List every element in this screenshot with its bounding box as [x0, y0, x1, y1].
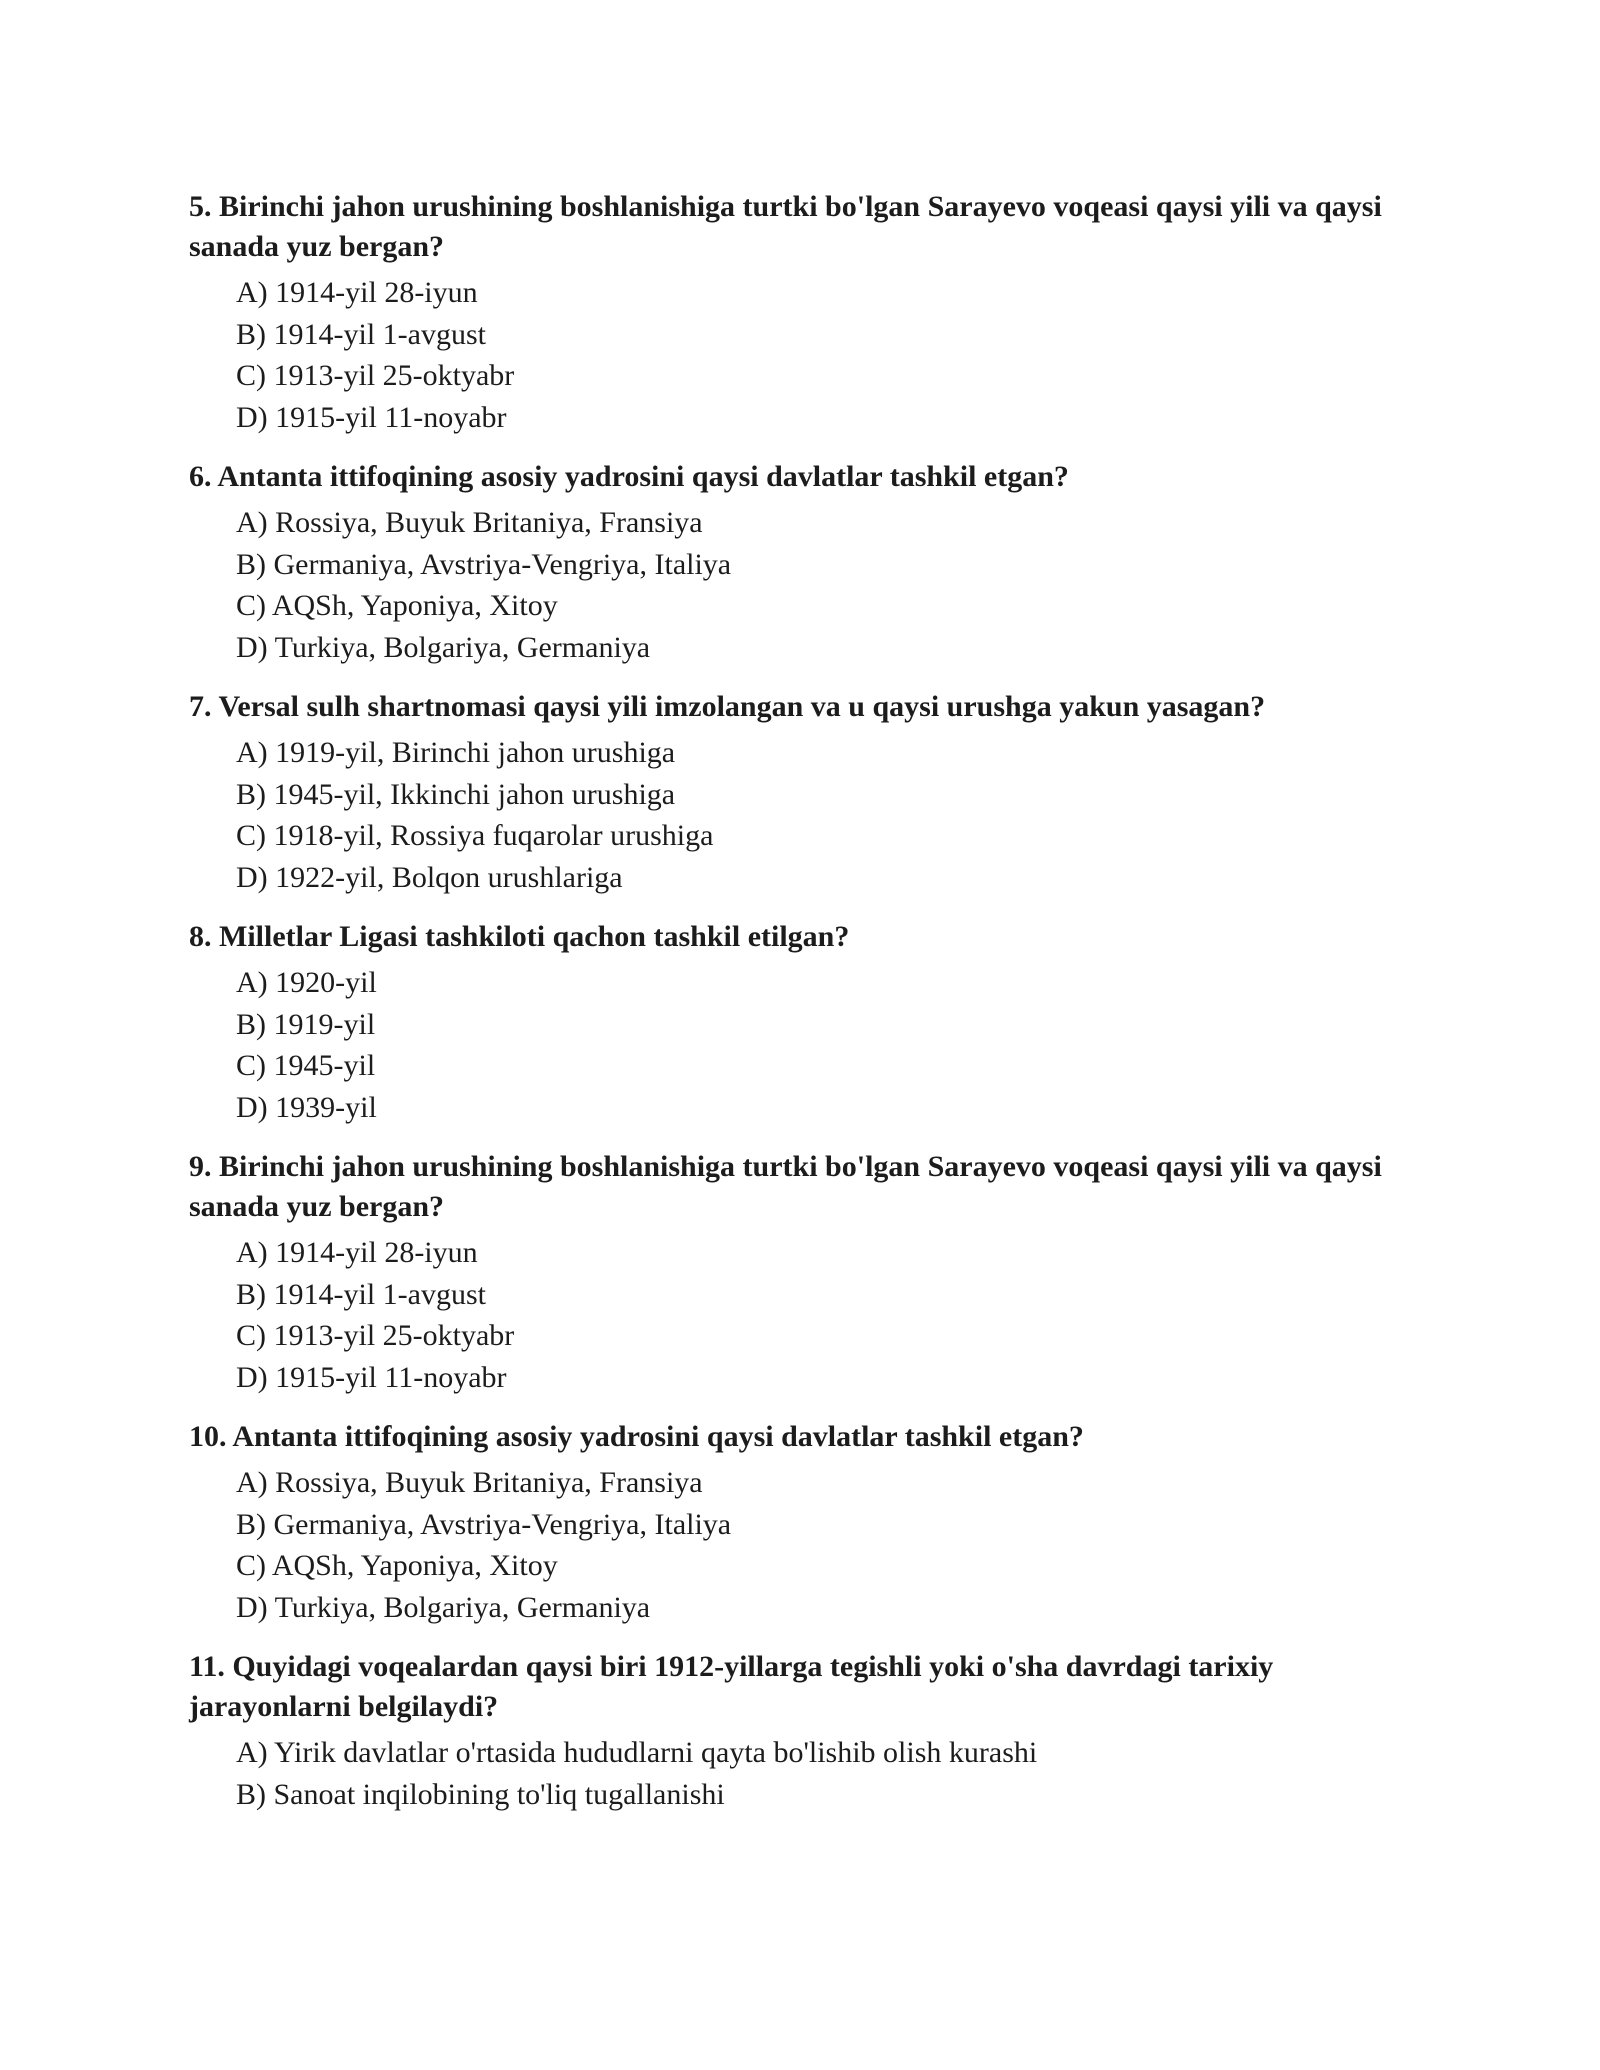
question-11 — [189, 1647, 1419, 1815]
question-text: 7. Versal sulh shartnomasi qaysi yili imzolangan va u qaysi urushga yakun yasagan? — [189, 690, 1266, 723]
option-c: C) 1918-yil, Rossiya fuqarolar urushiga — [236, 819, 714, 852]
option-d: D) Turkiya, Bolgariya, Germaniya — [236, 630, 651, 664]
options-list — [189, 272, 1419, 438]
options-list — [189, 962, 1419, 1128]
question-10 — [189, 1417, 1419, 1628]
option-a: A) Rossiya, Buyuk Britaniya, Fransiya — [236, 506, 703, 539]
question-6 — [189, 457, 1419, 668]
options-list — [189, 1232, 1419, 1398]
document-page — [189, 187, 1419, 1834]
question-text: 5. Birinchi jahon urushining boshlanishiga turtki bo'lgan Sarayevo voqeasi qaysi yili va qaysi sanada yuz bergan? — [189, 190, 1382, 263]
option-d: D) 1915-yil 11-noyabr — [236, 400, 507, 434]
option-b: B) 1914-yil 1-avgust — [236, 1277, 486, 1311]
option-d: D) Turkiya, Bolgariya, Germaniya — [236, 1590, 651, 1624]
option-b: B) Germaniya, Avstriya-Vengriya, Italiya — [236, 547, 732, 581]
option-d: D) 1922-yil, Bolqon urushlariga — [236, 860, 623, 894]
option-a: A) 1919-yil, Birinchi jahon urushiga — [236, 736, 676, 769]
option-a: A) Yirik davlatlar o'rtasida hududlarni qayta bo'lishib olish kurashi — [236, 1736, 1038, 1769]
question-text: 8. Milletlar Ligasi tashkiloti qachon tashkil etilgan? — [189, 920, 850, 953]
option-b: B) 1914-yil 1-avgust — [236, 317, 486, 351]
question-text: 9. Birinchi jahon urushining boshlanishiga turtki bo'lgan Sarayevo voqeasi qaysi yili va qaysi sanada yuz bergan? — [189, 1150, 1382, 1223]
option-c: C) 1913-yil 25-oktyabr — [236, 359, 515, 392]
option-c: C) 1945-yil — [236, 1049, 376, 1082]
option-b: B) 1919-yil — [236, 1007, 376, 1041]
option-b: B) 1945-yil, Ikkinchi jahon urushiga — [236, 777, 676, 811]
question-9 — [189, 1147, 1419, 1398]
options-list — [189, 1462, 1419, 1628]
option-d: D) 1939-yil — [236, 1090, 377, 1124]
question-text: 10. Antanta ittifoqining asosiy yadrosini qaysi davlatlar tashkil etgan? — [189, 1420, 1084, 1453]
option-c: C) AQSh, Yaponiya, Xitoy — [236, 1549, 558, 1582]
options-list — [189, 502, 1419, 668]
option-d: D) 1915-yil 11-noyabr — [236, 1360, 507, 1394]
option-c: C) AQSh, Yaponiya, Xitoy — [236, 589, 558, 622]
question-text: 6. Antanta ittifoqining asosiy yadrosini qaysi davlatlar tashkil etgan? — [189, 460, 1069, 493]
option-a: A) Rossiya, Buyuk Britaniya, Fransiya — [236, 1466, 703, 1499]
option-b: B) Sanoat inqilobining to'liq tugallanishi — [236, 1777, 725, 1811]
option-a: A) 1920-yil — [236, 966, 377, 999]
option-b: B) Germaniya, Avstriya-Vengriya, Italiya — [236, 1507, 732, 1541]
question-7 — [189, 687, 1419, 898]
options-list — [189, 1732, 1419, 1815]
option-a: A) 1914-yil 28-iyun — [236, 276, 478, 309]
question-5 — [189, 187, 1419, 438]
question-text: 11. Quyidagi voqealardan qaysi biri 1912-yillarga tegishli yoki o'sha davrdagi tarixiy jarayonlarni belgilaydi? — [189, 1650, 1274, 1723]
option-c: C) 1913-yil 25-oktyabr — [236, 1319, 515, 1352]
question-8 — [189, 917, 1419, 1128]
option-a: A) 1914-yil 28-iyun — [236, 1236, 478, 1269]
options-list — [189, 732, 1419, 898]
